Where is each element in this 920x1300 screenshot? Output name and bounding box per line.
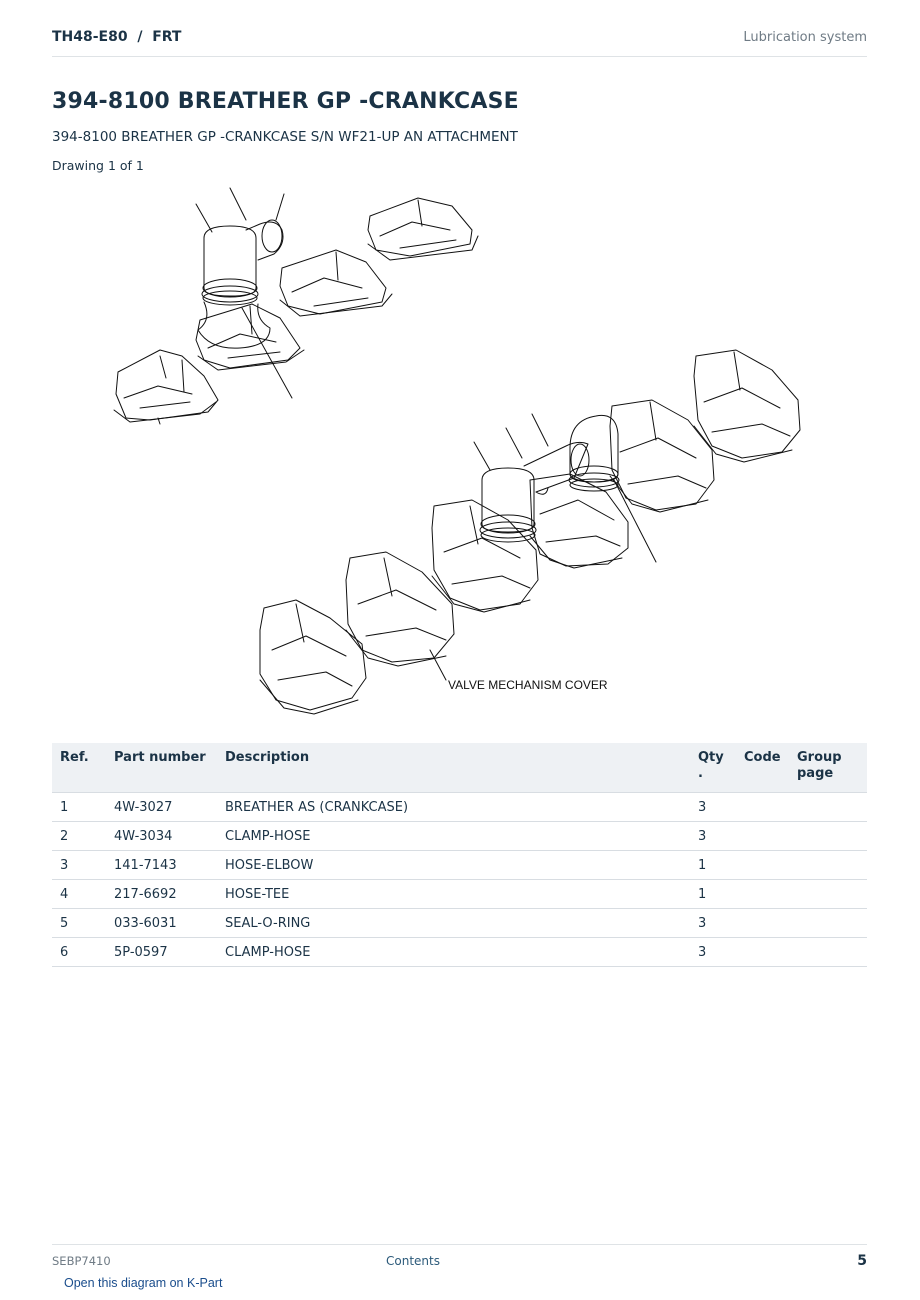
cell-ref: 1 [52,793,106,822]
cell-qty: 3 [690,909,736,938]
cell-part-number: 4W-3027 [106,793,217,822]
cell-description: BREATHER AS (CRANKCASE) [217,793,690,822]
table-row [52,822,867,851]
drawing-count: Drawing 1 of 1 [52,158,144,173]
cell-qty: 1 [690,851,736,880]
valve-cover-callout: VALVE MECHANISM COVER [448,678,608,692]
cell-ref: 2 [52,822,106,851]
lower-cover-left [260,600,366,714]
lower-cover-fifth [610,400,714,512]
header-code: Code [736,743,789,793]
upper-breather [198,220,283,348]
cell-part-number: 5P-0597 [106,938,217,967]
header-group-page: Group page [789,743,867,793]
table-row [52,909,867,938]
header-description: Description [217,743,690,793]
page-number: 5 [857,1253,867,1269]
cell-ref: 6 [52,938,106,967]
cell-ref: 3 [52,851,106,880]
cell-part-number: 033-6031 [106,909,217,938]
page-subtitle: 394-8100 BREATHER GP -CRANKCASE S/N WF21-UP AN ATTACHMENT [52,129,518,145]
table-row [52,880,867,909]
cell-qty: 3 [690,822,736,851]
table-row [52,793,867,822]
cell-code [736,938,789,967]
upper-cover-third [280,250,392,316]
page-header [52,28,867,57]
cell-qty: 1 [690,880,736,909]
cell-group-page [789,938,867,967]
header-part-number: Part number [106,743,217,793]
upper-cover-right [368,198,478,260]
cell-part-number: 4W-3034 [106,822,217,851]
cell-part-number: 141-7143 [106,851,217,880]
section-label: Lubrication system [743,30,867,45]
cell-ref: 4 [52,880,106,909]
cell-description: CLAMP-HOSE [217,938,690,967]
cell-description: HOSE-TEE [217,880,690,909]
cell-description: CLAMP-HOSE [217,822,690,851]
cell-code [736,880,789,909]
cell-qty: 3 [690,938,736,967]
upper-cover-left [114,350,218,424]
cell-code [736,851,789,880]
cell-code [736,793,789,822]
cell-group-page [789,822,867,851]
cell-group-page [789,880,867,909]
table-row [52,851,867,880]
contents-link[interactable]: Contents [386,1254,440,1268]
cell-description: SEAL-O-RING [217,909,690,938]
lower-cover-right [694,350,800,462]
table-row [52,938,867,967]
cell-description: HOSE-ELBOW [217,851,690,880]
page-title: 394-8100 BREATHER GP -CRANKCASE [52,89,519,114]
cell-group-page [789,793,867,822]
parts-table [52,743,867,967]
model-label: TH48-E80 / FRT [52,29,182,45]
cell-code [736,909,789,938]
parts-diagram [100,180,820,725]
header-qty: Qty . [690,743,736,793]
upper-cover-second [196,304,304,370]
open-diagram-kpart-link[interactable]: Open this diagram on K-Part [64,1276,223,1290]
cell-ref: 5 [52,909,106,938]
lower-breather-left [480,468,536,542]
cell-code [736,822,789,851]
cell-qty: 3 [690,793,736,822]
page-footer [52,1244,867,1275]
header-ref: Ref. [52,743,106,793]
cell-group-page [789,851,867,880]
cell-part-number: 217-6692 [106,880,217,909]
cell-group-page [789,909,867,938]
document-id: SEBP7410 [52,1254,111,1268]
table-header-row [52,743,867,793]
